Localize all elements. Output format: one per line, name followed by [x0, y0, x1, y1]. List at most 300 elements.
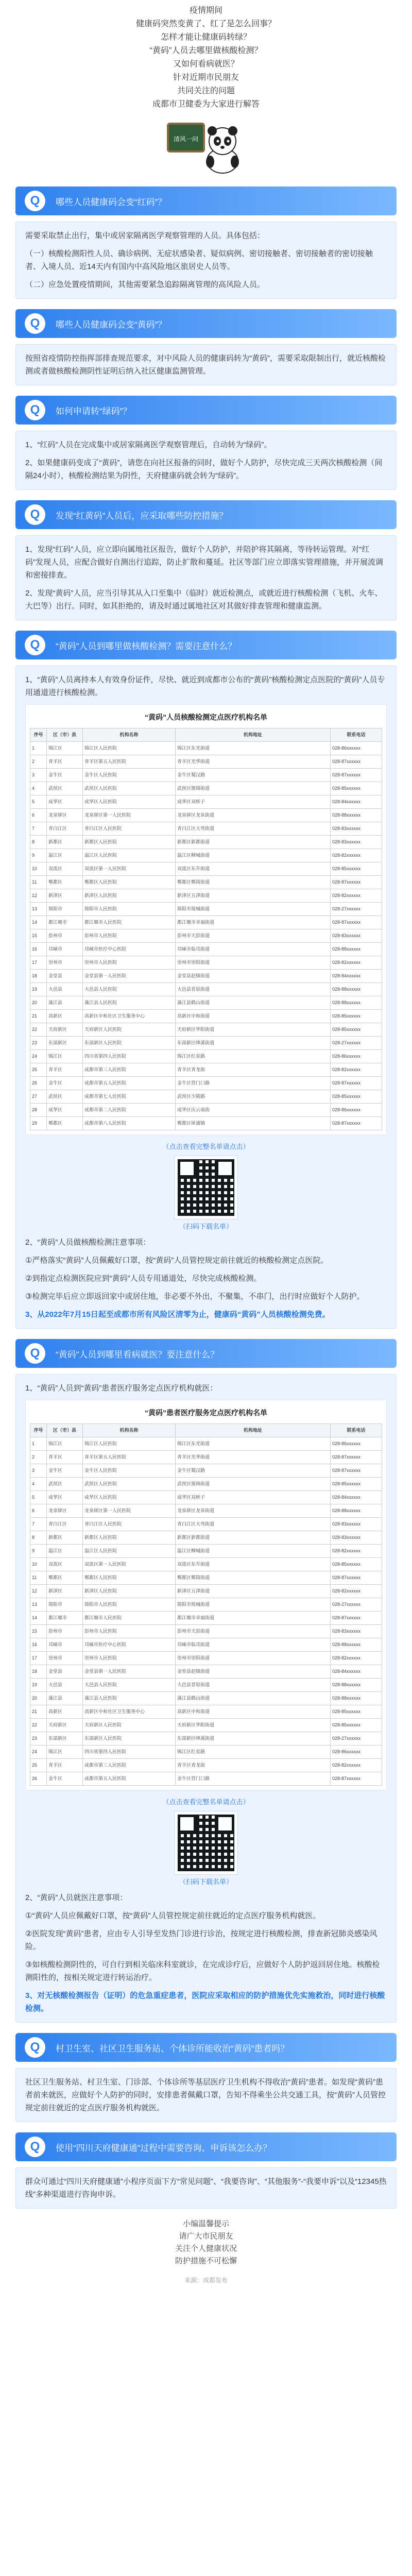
- table-cell: 崇州市人民医院: [83, 956, 176, 970]
- table-cell: 028-82xxxxxx: [331, 1759, 382, 1772]
- table-cell: 新都区人民医院: [83, 836, 176, 849]
- table-cell: 11: [30, 1571, 47, 1585]
- table-cell: 028-84xxxxxx: [331, 1491, 382, 1504]
- table-cell: 成都市第二人民医院: [83, 1104, 176, 1117]
- table-cell: 19: [30, 983, 47, 996]
- table-cell: 028-87xxxxxx: [331, 755, 382, 769]
- table-cell: 温江区人民医院: [83, 849, 176, 862]
- table-cell: 大邑县人民医院: [83, 983, 176, 996]
- table-cell: 新津区五津街道: [176, 889, 331, 903]
- section-title-clinics: [15, 2033, 397, 2062]
- table-row: [30, 1719, 382, 1732]
- table-row: [30, 1037, 382, 1050]
- table-row: [30, 1478, 382, 1491]
- table-cell: 028-86xxxxxx: [331, 742, 382, 755]
- table-cell: 锦江区: [47, 1745, 83, 1759]
- table-row: [30, 1531, 382, 1545]
- table-cell: 028-83xxxxxx: [331, 929, 382, 943]
- table-cell: 锦江区红星路: [176, 1745, 331, 1759]
- table-cell: 4: [30, 782, 47, 795]
- paragraph: 2、“黄码”人员做核酸检测注意事项：: [25, 1238, 151, 1247]
- view-full-list-link[interactable]: （点击查看完整名单请点击）: [162, 1143, 250, 1150]
- table-cell: 武侯区: [47, 1090, 83, 1104]
- table-cell: 028-84xxxxxx: [331, 970, 382, 983]
- table-cell: 简阳市: [47, 903, 83, 916]
- table-cell: 高新区中和街道: [176, 1705, 331, 1719]
- table-cell: 17: [30, 956, 47, 970]
- table-cell: 14: [30, 916, 47, 929]
- table-cell: 青白江区: [47, 1518, 83, 1531]
- table-cell: 21: [30, 1010, 47, 1023]
- section-panel-yellow-code: [15, 344, 397, 385]
- table-cell: 028-87xxxxxx: [331, 1772, 382, 1786]
- section-title-yellow-testing: [15, 631, 397, 659]
- table-cell: 3: [30, 1464, 47, 1478]
- table-cell: 成都市第五人民医院: [83, 1077, 176, 1090]
- question-icon: Q: [25, 504, 45, 525]
- table-cell: 8: [30, 836, 47, 849]
- table-cell: 蒲江县鹤山街道: [176, 1692, 331, 1705]
- table-cell: 028-82xxxxxx: [331, 1063, 382, 1077]
- section-panel-red-code: [15, 222, 397, 299]
- section-title-text: 发现“红黄码”人员后，应采取哪些防控措施？: [56, 511, 228, 521]
- table-row: [30, 1518, 382, 1531]
- table-row: [30, 1077, 382, 1090]
- table-cell: 青白江区大弯街道: [176, 1518, 331, 1531]
- table-cell: 29: [30, 1117, 47, 1130]
- table-cell: 028-83xxxxxx: [331, 1531, 382, 1545]
- table-cell: 16: [30, 1638, 47, 1652]
- table-cell: 青羊区: [47, 1759, 83, 1772]
- table-cell: 邛崃市: [47, 943, 83, 956]
- table-cell: 20: [30, 996, 47, 1010]
- table-cell: 1: [30, 742, 47, 755]
- table-cell: 双流区: [47, 862, 83, 876]
- section-title-text: 哪些人员健康码会变“黄码”？: [56, 319, 167, 330]
- table-cell: 邛崃市医疗中心医院: [83, 1638, 176, 1652]
- intro-line: 共同关注的问题: [177, 87, 235, 95]
- table-cell: 彭州市天彭街道: [176, 1625, 331, 1638]
- section-title-text: 哪些人员健康码会变“红码”？: [56, 197, 167, 207]
- table-cell: 郫都区郫筒街道: [176, 876, 331, 889]
- table-cell: 郫都区郫筒街道: [176, 1571, 331, 1585]
- table-cell: 22: [30, 1719, 47, 1732]
- table-cell: 028-84xxxxxx: [331, 1665, 382, 1679]
- table-cell: 大邑县晋原街道: [176, 1679, 331, 1692]
- table-cell: 邛崃市: [47, 1638, 83, 1652]
- table-cell: 邛崃市医疗中心医院: [83, 943, 176, 956]
- table-cell: 14: [30, 1612, 47, 1625]
- table-cell: 锦江区: [47, 1050, 83, 1063]
- table-cell: 9: [30, 1545, 47, 1558]
- table-cell: 新都区: [47, 836, 83, 849]
- table-cell: 成都市第七人民医院: [83, 1090, 176, 1104]
- paragraph: 1、“黄码”人员离持本人有效身份证件，尽快、就近到成都市公布的“黄码”核酸检测定点医院的“黄码”人员专用通道进行核酸检测。: [25, 675, 385, 697]
- paragraph: （二）应急处置疫情期间，其他需要紧急追踪隔离管理的高风险人员。: [25, 280, 265, 289]
- table-cell: 6: [30, 809, 47, 822]
- table-cell: 028-82xxxxxx: [331, 956, 382, 970]
- table-row: [30, 1558, 382, 1571]
- table-cell: 028-85xxxxxx: [331, 1010, 382, 1023]
- table-row: [30, 849, 382, 862]
- table-cell: 金牛区: [47, 1772, 83, 1786]
- table-cell: 崇州市人民医院: [83, 1652, 176, 1665]
- testing-hospital-table: [30, 728, 382, 1130]
- question-icon: Q: [25, 2037, 45, 2058]
- table-cell: 21: [30, 1705, 47, 1719]
- table-cell: 都江堰市幸福街道: [176, 916, 331, 929]
- table-cell: 11: [30, 876, 47, 889]
- table-cell: 028-85xxxxxx: [331, 782, 382, 795]
- table-cell: 28: [30, 1104, 47, 1117]
- table-row: [30, 1638, 382, 1652]
- table-cell: 青羊区光华街道: [176, 1451, 331, 1464]
- table-cell: 成华区庆云南街: [176, 1104, 331, 1117]
- table-row: [30, 1745, 382, 1759]
- table-cell: 东部新区人民医院: [83, 1732, 176, 1745]
- paragraph: 1、“黄码”人员到“黄码”患者医疗服务定点医疗机构就医：: [25, 1384, 218, 1393]
- table-row: [30, 1612, 382, 1625]
- table-cell: 028-83xxxxxx: [331, 1518, 382, 1531]
- table-cell: 四川省第四人民医院: [83, 1050, 176, 1063]
- qr-caption: （扫码下载名单）: [179, 1878, 233, 1886]
- table-cell: 蒲江县: [47, 1692, 83, 1705]
- table-cell: 新都区: [47, 1531, 83, 1545]
- table-cell: 成华区双桥子: [176, 795, 331, 809]
- table-row: [30, 755, 382, 769]
- table-cell: 邛崃市临邛街道: [176, 943, 331, 956]
- table-cell: 028-27xxxxxx: [331, 1598, 382, 1612]
- table-cell: 24: [30, 1050, 47, 1063]
- table-row: [30, 1571, 382, 1585]
- table-cell: 028-85xxxxxx: [331, 862, 382, 876]
- table-cell: 天府新区华阳街道: [176, 1023, 331, 1037]
- table-cell: 简阳市人民医院: [83, 903, 176, 916]
- panda-mascot-illustration: [165, 114, 247, 176]
- table-cell: 龙泉驿区: [47, 1504, 83, 1518]
- intro-line: 健康码突然变黄了、红了是怎么回事？: [135, 20, 276, 28]
- table-row: [30, 1732, 382, 1745]
- table-cell: 邛崃市临邛街道: [176, 1638, 331, 1652]
- table-row: [30, 1692, 382, 1705]
- table-cell: 锦江区红星路: [176, 1050, 331, 1063]
- table-row: [30, 1759, 382, 1772]
- table-cell: 天府新区人民医院: [83, 1719, 176, 1732]
- table-row: [30, 1063, 382, 1077]
- table-cell: 青羊区: [47, 1451, 83, 1464]
- table-cell: 028-82xxxxxx: [331, 849, 382, 862]
- table-cell: 成都市第三人民医院: [83, 1063, 176, 1077]
- table-cell: 028-87xxxxxx: [331, 1451, 382, 1464]
- table-cell: 24: [30, 1745, 47, 1759]
- table-cell: 大邑县晋原街道: [176, 983, 331, 996]
- table-cell: 金牛区: [47, 1464, 83, 1478]
- table-cell: 23: [30, 1037, 47, 1050]
- table-cell: 028-82xxxxxx: [331, 1585, 382, 1598]
- table-cell: 温江区柳城街道: [176, 1545, 331, 1558]
- mascot-sign-text: 清风一问: [173, 135, 199, 143]
- intro-line: 成都市卫健委为大家进行解答: [152, 100, 260, 109]
- table-cell: 彭州市天彭街道: [176, 929, 331, 943]
- table-cell: 锦江区: [47, 742, 83, 755]
- table-cell: 温江区人民医院: [83, 1545, 176, 1558]
- table-cell: 028-88xxxxxx: [331, 1679, 382, 1692]
- table-cell: 金堂县赵镇街道: [176, 970, 331, 983]
- table-cell: 19: [30, 1679, 47, 1692]
- section-title-appeal: [15, 2132, 397, 2161]
- table-cell: 成都市第五人民医院: [83, 1772, 176, 1786]
- table-cell: 青羊区第五人民医院: [83, 755, 176, 769]
- table-row: [30, 983, 382, 996]
- outro-block: [0, 2218, 412, 2267]
- source-credit: 来源：成都发布: [184, 2277, 228, 2284]
- table-row: [30, 1504, 382, 1518]
- table-cell: 7: [30, 1518, 47, 1531]
- table-cell: 028-83xxxxxx: [331, 836, 382, 849]
- question-icon: Q: [25, 635, 45, 655]
- table-cell: 028-87xxxxxx: [331, 916, 382, 929]
- table-cell: 武侯区簇锦街道: [176, 782, 331, 795]
- table-cell: 简阳市: [47, 1598, 83, 1612]
- table-cell: 高新区中和社区卫生服务中心: [83, 1705, 176, 1719]
- section-panel-yellow-medical: [15, 1374, 397, 2023]
- table-row: [30, 1545, 382, 1558]
- table-cell: 金堂县第一人民医院: [83, 970, 176, 983]
- table-cell: 青羊区青龙街: [176, 1759, 331, 1772]
- section-title-red-code: [15, 187, 397, 215]
- table-cell: 天府新区人民医院: [83, 1023, 176, 1037]
- table-row: [30, 836, 382, 849]
- intro-line: “黄码”人员去哪里做核酸检测？: [149, 46, 263, 55]
- table-cell: 四川省第四人民医院: [83, 1745, 176, 1759]
- table-cell: 028-87xxxxxx: [331, 1571, 382, 1585]
- table-cell: 028-85xxxxxx: [331, 1719, 382, 1732]
- section-title-yellow-code: [15, 309, 397, 338]
- table-cell: 028-88xxxxxx: [331, 809, 382, 822]
- table-cell: 龙泉驿区龙泉街道: [176, 809, 331, 822]
- table-row: [30, 1451, 382, 1464]
- table-cell: 天府新区华阳街道: [176, 1719, 331, 1732]
- section-title-yellow-medical: [15, 1339, 397, 1368]
- table-cell: 成华区双桥子: [176, 1491, 331, 1504]
- table-cell: 028-85xxxxxx: [331, 1478, 382, 1491]
- table-header-cell: 联系电话: [331, 728, 382, 742]
- table-cell: 蒲江县人民医院: [83, 1692, 176, 1705]
- section-panel-prevention-measures: [15, 535, 397, 620]
- table-cell: 028-85xxxxxx: [331, 1705, 382, 1719]
- table-cell: 武侯区人民医院: [83, 782, 176, 795]
- table-cell: 金堂县第一人民医院: [83, 1665, 176, 1679]
- table-row: [30, 809, 382, 822]
- table-cell: 028-86xxxxxx: [331, 1050, 382, 1063]
- table-cell: 郫都区人民医院: [83, 1571, 176, 1585]
- table-row: [30, 903, 382, 916]
- table-row: [30, 795, 382, 809]
- table-row: [30, 1585, 382, 1598]
- table-header-cell: 区（市）县: [47, 1424, 83, 1437]
- paragraph: 2、发现“黄码”人员，应当引导其从入口至集中（临时）就近检测点，或就近进行核酸检测（飞机、火车、大巴等）出行。同时，如其拒绝的，请及时通过属地社区对其做好排查管理和健康监测。: [25, 589, 383, 611]
- table-cell: 都江堰市幸福街道: [176, 1612, 331, 1625]
- table-cell: 028-85xxxxxx: [331, 1023, 382, 1037]
- table-cell: 15: [30, 1625, 47, 1638]
- table-row: [30, 1705, 382, 1719]
- table-cell: 郫都区: [47, 1571, 83, 1585]
- table-cell: 青羊区: [47, 755, 83, 769]
- paragraph: 2、“黄码”人员就医注意事项：: [25, 1893, 128, 1902]
- table-cell: 028-87xxxxxx: [331, 1612, 382, 1625]
- table-cell: 23: [30, 1732, 47, 1745]
- section-panel-yellow-testing: [15, 666, 397, 1329]
- table-cell: 双流区: [47, 1558, 83, 1571]
- table-row: [30, 822, 382, 836]
- table-row: [30, 1652, 382, 1665]
- view-full-list-link[interactable]: （点击查看完整名单请点击）: [162, 1798, 250, 1806]
- table-cell: 双流区东升街道: [176, 862, 331, 876]
- table-cell: 028-85xxxxxx: [331, 1558, 382, 1571]
- table-cell: 崇州市崇阳街道: [176, 956, 331, 970]
- table-cell: 青白江区人民医院: [83, 1518, 176, 1531]
- testing-hospital-table-card: [25, 704, 387, 1135]
- outro-line: 请广大市民朋友: [179, 2232, 233, 2241]
- table-cell: 成华区: [47, 1491, 83, 1504]
- table-cell: 郫都区犀浦镇: [176, 1117, 331, 1130]
- table-body: [30, 742, 382, 1130]
- table-row: [30, 1679, 382, 1692]
- table-cell: 高新区: [47, 1705, 83, 1719]
- qr-code-image: [175, 1156, 237, 1219]
- table-cell: 028-27xxxxxx: [331, 903, 382, 916]
- table-cell: 成都市第三人民医院: [83, 1759, 176, 1772]
- table-cell: 新都区新都街道: [176, 836, 331, 849]
- table-cell: 新津区五津街道: [176, 1585, 331, 1598]
- table-cell: 028-88xxxxxx: [331, 983, 382, 996]
- table-cell: 金牛区人民医院: [83, 769, 176, 782]
- table-cell: 028-27xxxxxx: [331, 1037, 382, 1050]
- table-cell: 崇州市: [47, 956, 83, 970]
- table-cell: 028-27xxxxxx: [331, 1732, 382, 1745]
- table-row: [30, 876, 382, 889]
- table-cell: 新都区人民医院: [83, 1531, 176, 1545]
- table-cell: 简阳市简城街道: [176, 903, 331, 916]
- paragraph: 1、发现“红码”人员，应立即向属地社区报告，做好个人防护，并陪护将其隔离，等待转运管理。对“红码”发现人员，应配合做好自测出行追踪，防止扩散和蔓延。社区等部门应立即落实管理措施，并开展流调和密接排查。: [25, 545, 384, 580]
- table-row: [30, 1437, 382, 1451]
- table-cell: 青羊区: [47, 1063, 83, 1077]
- table-header-cell: 机构地址: [176, 1424, 331, 1437]
- table-cell: 成华区: [47, 795, 83, 809]
- table-cell: 龙泉驿区龙泉街道: [176, 1504, 331, 1518]
- table-cell: 东部新区绛溪街道: [176, 1037, 331, 1050]
- table-cell: 高新区中和街道: [176, 1010, 331, 1023]
- table-cell: 成华区: [47, 1104, 83, 1117]
- table-cell: 大邑县: [47, 983, 83, 996]
- table-cell: 12: [30, 1585, 47, 1598]
- table-header-cell: 机构名称: [83, 728, 176, 742]
- table-cell: 武侯区簇锦街道: [176, 1478, 331, 1491]
- table-row: [30, 862, 382, 876]
- table-row: [30, 1090, 382, 1104]
- table-cell: 青白江区: [47, 822, 83, 836]
- table-header-row: [30, 1424, 382, 1437]
- table-cell: 13: [30, 903, 47, 916]
- table-row: [30, 1117, 382, 1130]
- table-cell: 22: [30, 1023, 47, 1037]
- table-cell: 金牛区蜀汉路: [176, 1464, 331, 1478]
- table-cell: 028-88xxxxxx: [331, 996, 382, 1010]
- highlight-paragraph: 3、从2022年7月15日起至成都市所有风险区清零为止，健康码“黄码”人员核酸检测免费。: [25, 1310, 330, 1319]
- table-cell: 028-87xxxxxx: [331, 1464, 382, 1478]
- table-row: [30, 1491, 382, 1504]
- paragraph: （一）核酸检测阳性人员、确诊病例、无症状感染者、疑似病例、密切接触者、密切接触者的密切接触者、入境人员、近14天内有国内中高风险地区旅居史人员等。: [25, 249, 373, 271]
- table-cell: 双流区第一人民医院: [83, 862, 176, 876]
- table-header-cell: 机构地址: [176, 728, 331, 742]
- table-cell: 15: [30, 929, 47, 943]
- table-cell: 郫都区人民医院: [83, 876, 176, 889]
- intro-line: 又如何看病就医？: [173, 60, 239, 69]
- paragraph: ②到指定点检测医院应到“黄码”人员专用通道处，尽快完成核酸检测。: [25, 1274, 262, 1283]
- table-cell: 天府新区: [47, 1719, 83, 1732]
- table-cell: 3: [30, 769, 47, 782]
- table-cell: 16: [30, 943, 47, 956]
- qr-caption: （扫码下载名单）: [179, 1223, 233, 1230]
- table-cell: 26: [30, 1772, 47, 1786]
- table-row: [30, 1464, 382, 1478]
- table-cell: 2: [30, 755, 47, 769]
- table-cell: 蒲江县: [47, 996, 83, 1010]
- table-cell: 028-84xxxxxx: [331, 795, 382, 809]
- table-title: “黄码”人员核酸检测定点医疗机构名单: [145, 713, 267, 721]
- table-header-cell: 序号: [30, 728, 47, 742]
- table-cell: 金牛区营门口路: [176, 1077, 331, 1090]
- table-cell: 大邑县人民医院: [83, 1679, 176, 1692]
- table-cell: 温江区: [47, 849, 83, 862]
- table-cell: 青羊区青龙街: [176, 1063, 331, 1077]
- table-row: [30, 943, 382, 956]
- table-cell: 成华区人民医院: [83, 795, 176, 809]
- table-header-cell: 区（市）县: [47, 728, 83, 742]
- table-row: [30, 1050, 382, 1063]
- table-cell: 东部新区: [47, 1037, 83, 1050]
- table-row: [30, 929, 382, 943]
- paragraph: 群众可通过“四川天府健康通”小程序页面下方“常见问题”、“我要咨询”、“其他服务”-“我要申诉”以及“12345热线”多种渠道进行咨询申诉。: [25, 2177, 387, 2199]
- table-cell: 10: [30, 1558, 47, 1571]
- table-cell: 大邑县: [47, 1679, 83, 1692]
- section-title-text: “黄码”人员到哪里做核酸检测？需要注意什么？: [56, 641, 237, 651]
- table-cell: 新津区: [47, 1585, 83, 1598]
- table-cell: 028-87xxxxxx: [331, 769, 382, 782]
- table-header-cell: 联系电话: [331, 1424, 382, 1437]
- table-cell: 028-88xxxxxx: [331, 943, 382, 956]
- table-header-cell: 机构名称: [83, 1424, 176, 1437]
- question-icon: Q: [25, 313, 45, 334]
- table-cell: 028-83xxxxxx: [331, 822, 382, 836]
- table-row: [30, 956, 382, 970]
- table-cell: 金堂县: [47, 970, 83, 983]
- table-cell: 18: [30, 970, 47, 983]
- intro-line: 怎样才能让健康码转绿？: [160, 33, 251, 42]
- table-cell: 东部新区: [47, 1732, 83, 1745]
- table-cell: 青白江区大弯街道: [176, 822, 331, 836]
- table-cell: 青羊区光华街道: [176, 755, 331, 769]
- question-icon: Q: [25, 191, 45, 211]
- table-cell: 028-82xxxxxx: [331, 889, 382, 903]
- table-cell: 1: [30, 1437, 47, 1451]
- table-cell: 028-86xxxxxx: [331, 1104, 382, 1117]
- table-cell: 东部新区绛溪街道: [176, 1732, 331, 1745]
- table-row: [30, 1625, 382, 1638]
- intro-line: 疫情期间: [189, 6, 222, 15]
- table-row: [30, 1665, 382, 1679]
- table-cell: 028-87xxxxxx: [331, 876, 382, 889]
